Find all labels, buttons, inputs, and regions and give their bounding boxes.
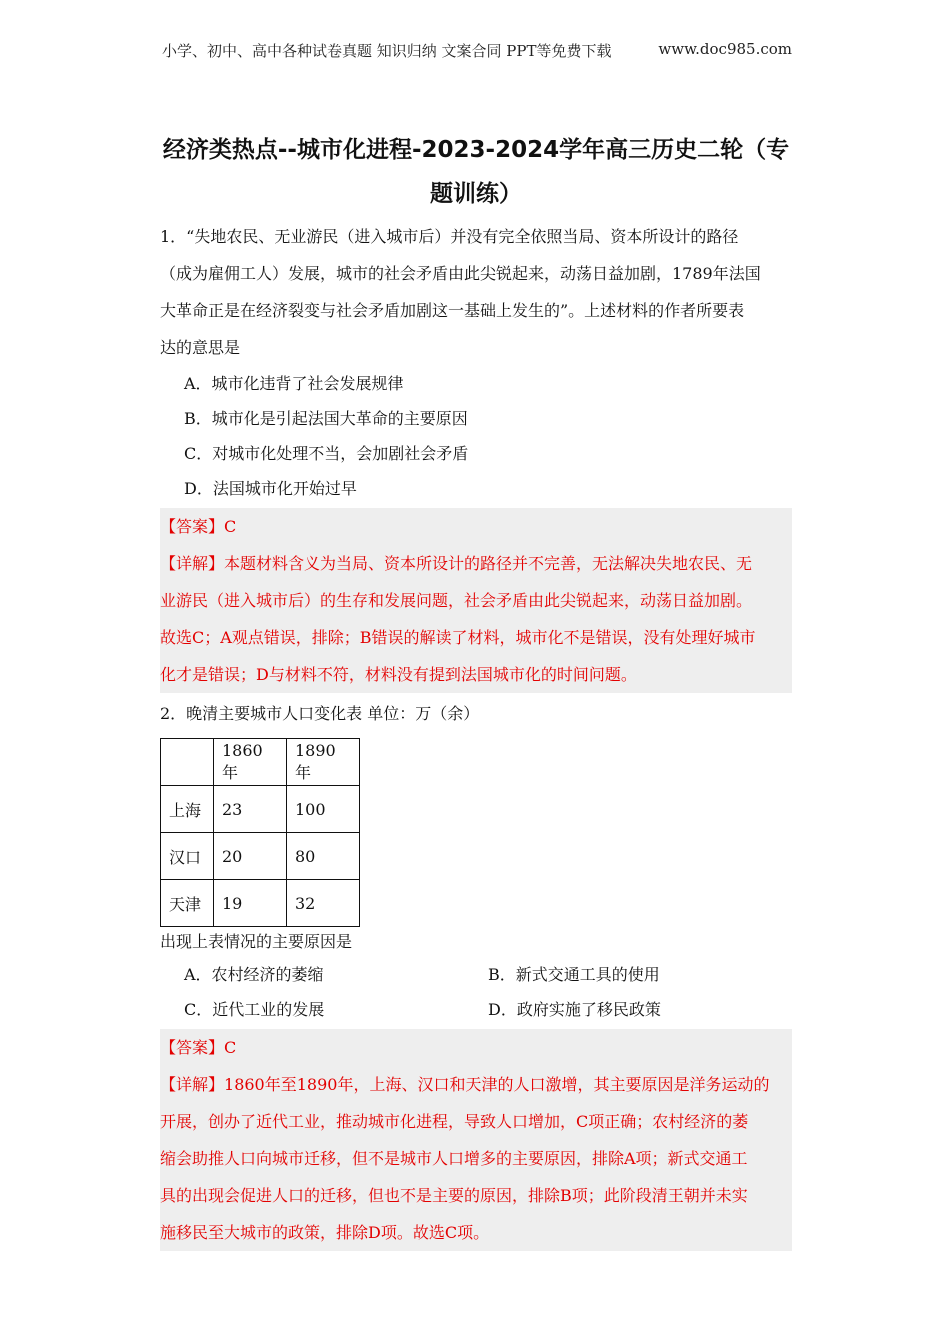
q1-stem-line: 达的意思是 <box>160 338 241 357</box>
q2-question: 出现上表情况的主要原因是 <box>160 932 353 951</box>
table-cell: 100 <box>287 786 360 833</box>
document-title <box>160 128 792 216</box>
q1-option-d: D．法国城市化开始过早 <box>184 479 357 498</box>
table-cell: 19 <box>214 880 287 927</box>
table-cell: 上海 <box>161 786 214 833</box>
q2-answer: C <box>224 1038 237 1057</box>
document-body <box>160 218 792 1253</box>
q2-option-d: D．政府实施了移民政策 <box>488 1000 661 1019</box>
q1-answer-line <box>160 508 792 545</box>
q1-answer: C <box>224 517 237 536</box>
table-cell: 80 <box>287 833 360 880</box>
q1-answer-box <box>160 508 792 693</box>
q1-detail-line: 化才是错误；D与材料不符，材料没有提到法国城市化的时间问题。 <box>160 665 637 684</box>
table-cell: 32 <box>287 880 360 927</box>
q2-option-a: A．农村经济的萎缩 <box>184 965 324 984</box>
q2-answer-tag: 【答案】 <box>160 1038 225 1057</box>
table-row <box>161 880 360 927</box>
q1-detail-text: 本题材料含义为当局、资本所设计的路径并不完善，无法解决失地农民、无 <box>224 554 753 573</box>
header-website[interactable]: www.doc985.com <box>658 40 792 58</box>
q1-detail-line <box>160 545 792 582</box>
q2-detail-tag: 【详解】 <box>160 1075 225 1094</box>
question-2 <box>160 695 792 1251</box>
q2-options-row-2 <box>160 992 792 1027</box>
question-1 <box>160 218 792 693</box>
q2-answer-line <box>160 1029 792 1066</box>
table-row <box>161 786 360 833</box>
table-cell: 20 <box>214 833 287 880</box>
q1-option-a: A．城市化违背了社会发展规律 <box>184 374 404 393</box>
q1-detail-tag: 【详解】 <box>160 554 225 573</box>
q2-detail-line: 缩会助推人口向城市迁移，但不是城市人口增多的主要原因，排除A项；新式交通工 <box>160 1149 748 1168</box>
q2-answer-box <box>160 1029 792 1251</box>
title-line-2: 题训练） <box>430 181 522 207</box>
population-table <box>160 738 360 927</box>
page-header <box>162 40 792 61</box>
q1-option-c: C．对城市化处理不当，会加剧社会矛盾 <box>184 444 469 463</box>
table-row <box>161 833 360 880</box>
q2-option-b: B．新式交通工具的使用 <box>488 965 660 984</box>
q2-detail-line: 具的出现会促进人口的迁移，但也不是主要的原因，排除B项；此阶段清王朝并未实 <box>160 1186 748 1205</box>
table-header-cell <box>161 739 214 786</box>
table-header-cell: 1860年 <box>214 739 287 786</box>
q1-answer-tag: 【答案】 <box>160 517 225 536</box>
q1-detail-line: 业游民（进入城市后）的生存和发展问题，社会矛盾由此尖锐起来，动荡日益加剧。 <box>160 591 753 610</box>
table-header-row <box>161 739 360 786</box>
q1-stem-line: 大革命正是在经济裂变与社会矛盾加剧这一基础上发生的”。上述材料的作者所要表 <box>160 301 745 320</box>
header-left-text: 小学、初中、高中各种试卷真题 知识归纳 文案合同 PPT等免费下载 <box>162 42 612 60</box>
q2-option-c: C．近代工业的发展 <box>184 1000 325 1019</box>
table-cell: 汉口 <box>161 833 214 880</box>
q2-detail-line: 开展，创办了近代工业，推动城市化进程，导致人口增加，C项正确；农村经济的萎 <box>160 1112 749 1131</box>
table-header-cell: 1890年 <box>287 739 360 786</box>
q2-options-row-1 <box>160 957 792 992</box>
q1-stem-line: （成为雇佣工人）发展，城市的社会矛盾由此尖锐起来，动荡日益加剧，1789年法国 <box>160 264 761 283</box>
q2-stem: 2．晚清主要城市人口变化表 单位：万（余） <box>160 704 480 723</box>
q2-detail-text: 1860年至1890年，上海、汉口和天津的人口激增，其主要原因是洋务运动的 <box>224 1075 770 1094</box>
q1-option-b: B．城市化是引起法国大革命的主要原因 <box>184 409 468 428</box>
q2-detail-line: 施移民至大城市的政策，排除D项。故选C项。 <box>160 1223 490 1242</box>
table-cell: 23 <box>214 786 287 833</box>
q1-detail-line: 故选C；A观点错误，排除；B错误的解读了材料，城市化不是错误，没有处理好城市 <box>160 628 756 647</box>
table-cell: 天津 <box>161 880 214 927</box>
q1-stem-line: 1．“失地农民、无业游民（进入城市后）并没有完全依照当局、资本所设计的路径 <box>160 227 739 246</box>
q2-detail-line <box>160 1066 792 1103</box>
title-line-1: 经济类热点--城市化进程-2023-2024学年高三历史二轮（专 <box>162 137 790 163</box>
